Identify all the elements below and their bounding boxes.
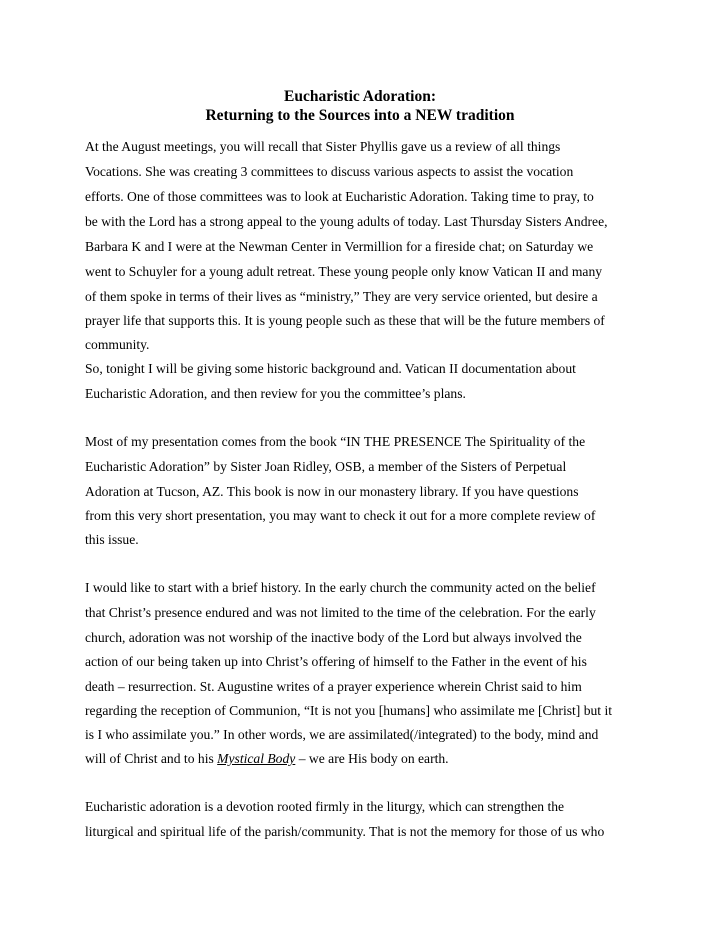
body-line: Vocations. She was creating 3 committees to discuss various aspects to assist the vocation xyxy=(85,164,574,179)
body-line: Eucharistic Adoration” by Sister Joan Ridley, OSB, a member of the Sisters of Perpetual xyxy=(85,459,567,474)
mixed-after: – we are His body on earth. xyxy=(295,751,449,766)
body-line: went to Schuyler for a young adult retreat. These young people only know Vatican II and many xyxy=(85,264,603,279)
body-line: action of our being taken up into Christ’s offering of himself to the Father in the event of his xyxy=(85,654,587,669)
body-line: regarding the reception of Communion, “It is not you [humans] who assimilate me [Christ] but it xyxy=(85,703,613,718)
body-line: Barbara K and I were at the Newman Center in Vermillion for a fireside chat; on Saturday we xyxy=(85,239,594,254)
body-line: efforts. One of those committees was to look at Eucharistic Adoration. Taking time to pray, to xyxy=(85,189,594,204)
body-line: this issue. xyxy=(85,532,139,547)
body-line: At the August meetings, you will recall that Sister Phyllis gave us a review of all things xyxy=(85,139,561,154)
body-line: Eucharistic adoration is a devotion rooted firmly in the liturgy, which can strengthen the xyxy=(85,799,565,814)
mystical-body-emphasis: Mystical Body xyxy=(217,751,296,766)
mixed-before: will of Christ and to his xyxy=(85,751,218,766)
title-line-2: Returning to the Sources into a NEW tradition xyxy=(205,107,515,124)
body-line: community. xyxy=(85,337,150,352)
body-line: Eucharistic Adoration, and then review for you the committee’s plans. xyxy=(85,386,466,401)
body-line: Adoration at Tucson, AZ. This book is now in our monastery library. If you have questions xyxy=(85,484,579,499)
body-line: prayer life that supports this. It is young people such as these that will be the future members of xyxy=(85,313,605,328)
body-line: I would like to start with a brief history. In the early church the community acted on the belief xyxy=(85,580,596,595)
body-line: Most of my presentation comes from the book “IN THE PRESENCE The Spirituality of the xyxy=(85,434,586,449)
body-line: that Christ’s presence endured and was not limited to the time of the celebration. For the early xyxy=(85,605,596,620)
body-line-mixed xyxy=(85,750,449,768)
body-line: from this very short presentation, you may want to check it out for a more complete review of xyxy=(85,508,596,523)
body-line: church, adoration was not worship of the inactive body of the Lord but always involved the xyxy=(85,630,582,645)
body-line: be with the Lord has a strong appeal to the young adults of today. Last Thursday Sisters Andree, xyxy=(85,214,608,229)
body-line: is I who assimilate you.” In other words, we are assimilated(/integrated) to the body, mind and xyxy=(85,727,599,742)
title-line-1: Eucharistic Adoration: xyxy=(284,88,436,105)
body-line: liturgical and spiritual life of the parish/community. That is not the memory for those of us who xyxy=(85,824,605,839)
body-line: So, tonight I will be giving some historic background and. Vatican II documentation about xyxy=(85,361,576,376)
body-line: death – resurrection. St. Augustine writes of a prayer experience wherein Christ said to him xyxy=(85,679,582,694)
body-line: of them spoke in terms of their lives as “ministry,” They are very service oriented, but desire a xyxy=(85,289,598,304)
